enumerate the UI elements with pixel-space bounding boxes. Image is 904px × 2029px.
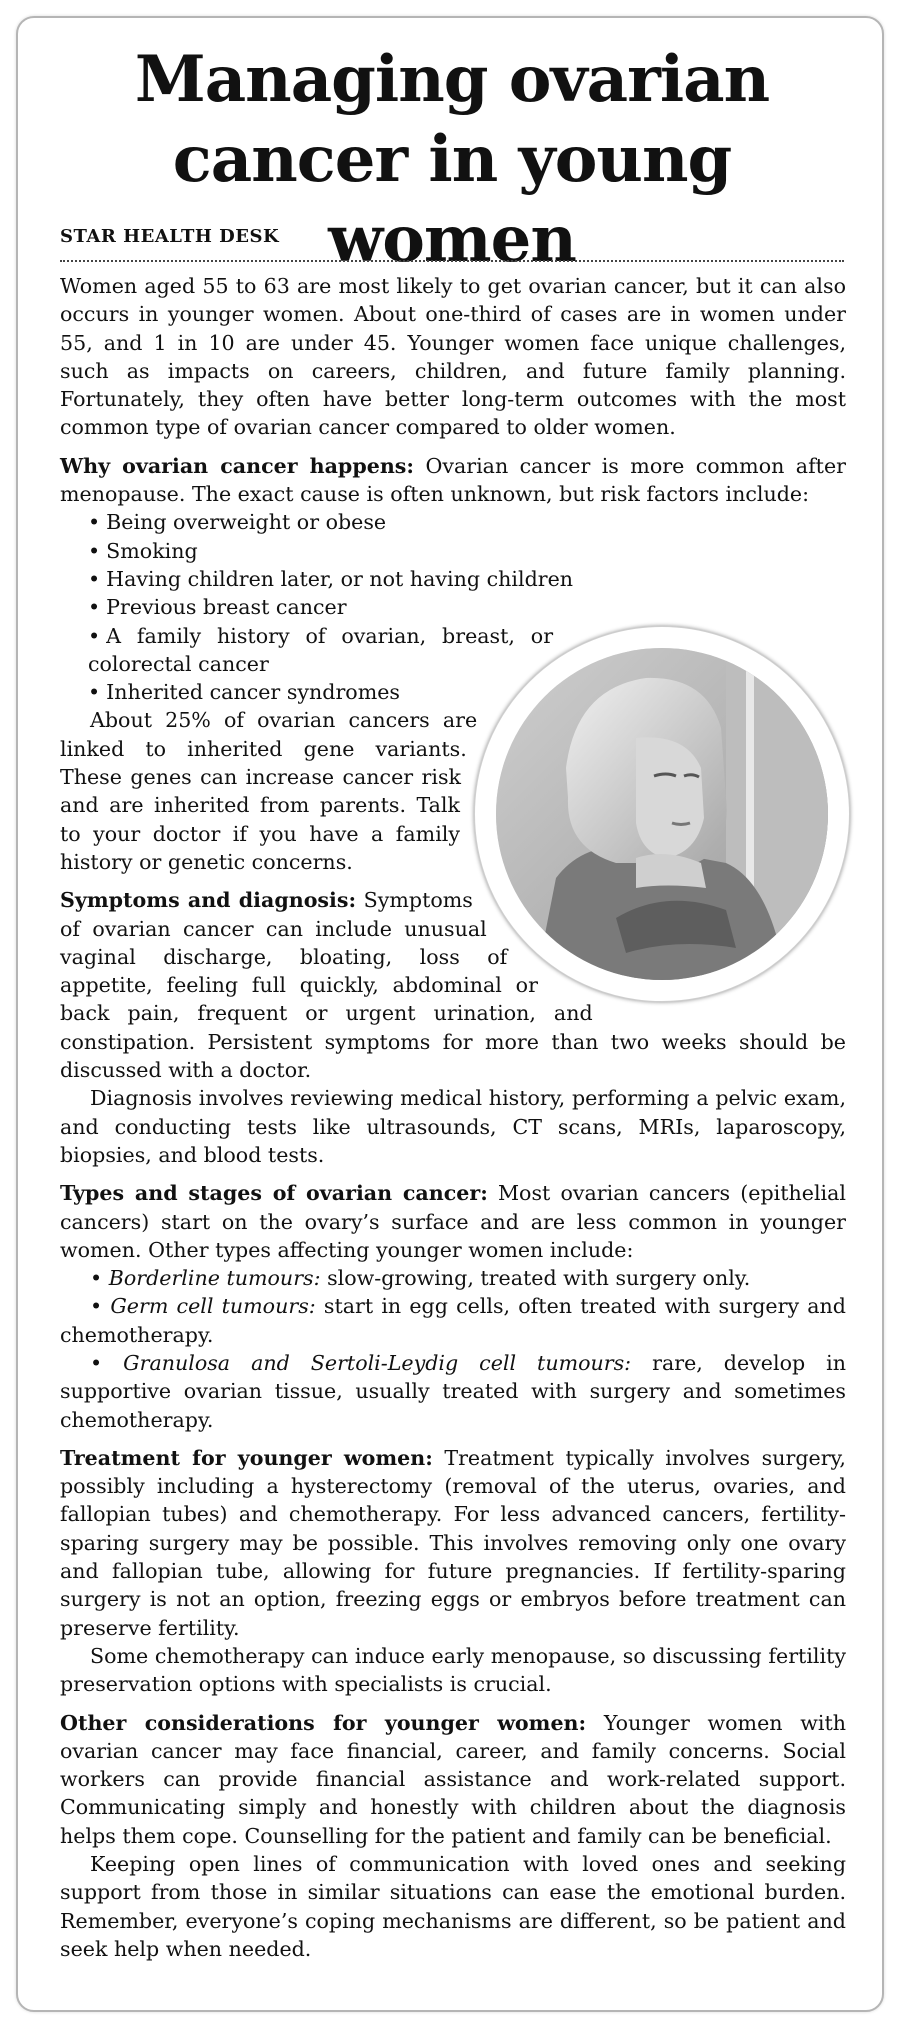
bullet-icon: •: [88, 538, 101, 563]
closing-paragraph: Keeping open lines of communication with loved ones and seeking support from those in similar situations can ease the emotional burden. Remember, everyone’s coping mechanisms are different, so be patient and seek help when needed.: [60, 1852, 846, 1961]
other-paragraph: [60, 1709, 846, 1850]
list-item: • Borderline tumours: slow-growing, treated with surgery only.: [90, 1266, 751, 1291]
list-item: • Having children later, or not having children: [88, 566, 574, 591]
woman-photo: [496, 648, 828, 980]
types-text: Most ovarian cancers (epithelial cancers) start on the ovary’s surface and are less common in younger women. Other types affecting younger women include:: [60, 1181, 846, 1262]
menopause-paragraph: Some chemotherapy can induce early menopause, so discussing fertility preservation options with specialists is crucial.: [60, 1643, 846, 1697]
bullet-icon: •: [88, 510, 101, 535]
bullet-icon: •: [88, 566, 101, 591]
list-item: • Granulosa and Sertoli-Leydig cell tumours: rare, develop in supportive ovarian tissue, usually treated with surgery and sometimes chemotherapy.: [60, 1350, 846, 1432]
byline-divider: [60, 260, 844, 262]
bullet-icon: •: [88, 680, 101, 705]
types-heading: Types and stages of ovarian cancer:: [60, 1181, 488, 1206]
headline: Managing ovarian cancer in young women: [134, 42, 770, 277]
list-item: • Being overweight or obese: [88, 510, 387, 535]
photo-circle: [474, 626, 850, 1002]
tumour-types-list: [60, 1264, 846, 1434]
list-item: • Germ cell tumours: start in egg cells, often treated with surgery and chemotherapy.: [60, 1294, 846, 1347]
list-item: • Smoking: [88, 538, 198, 563]
types-paragraph: [60, 1179, 846, 1264]
bullet-icon: •: [88, 623, 101, 648]
other-text: Younger women with ovarian cancer may face financial, career, and family concerns. Social workers can provide financial assistance and work-related support. Communicating simply and honestly with children about the diagnosis helps them cope. Counselling for the patient and family can be beneficial.: [60, 1710, 847, 1848]
bullet-icon: •: [90, 1294, 103, 1319]
genes-paragraph: About 25% of ovarian cancers are linked to inherited gene variants. These genes can increase cancer risk and are inherited from parents. Talk to your doctor if you have a family history or genetic concerns.: [60, 708, 478, 874]
why-paragraph: [60, 452, 846, 509]
other-heading: Other considerations for younger women:: [60, 1710, 587, 1735]
treatment-text: Treatment typically involves surgery, possibly including a hysterectomy (removal of the uterus, ovaries, and fallopian tubes) and chemotherapy. For less advanced cancers, fertility-sparing surgery may be possible. This involves removing only one ovary and fallopian tube, allowing for future pregnancies. If fertility-sparing surgery is not an option, freezing eggs or embryos before treatment can preserve fertility.: [60, 1445, 846, 1640]
treatment-paragraph: [60, 1444, 846, 1642]
risk-factor-list: [88, 508, 846, 621]
intro-paragraph: Women aged 55 to 63 are most likely to get ovarian cancer, but it can also occurs in younger women. About one-third of cases are in women under 55, and 1 in 10 are under 45. Younger women face unique challenges, such as impacts on careers, children, and future family planning. Fortunately, they often have better long-term outcomes with the most common type of ovarian cancer compared to older women.: [60, 274, 846, 440]
symptoms-heading: Symptoms and diagnosis:: [60, 888, 357, 913]
byline: STAR HEALTH DESK: [60, 226, 280, 247]
diagnosis-paragraph: Diagnosis involves reviewing medical history, performing a pelvic exam, and conducting tests like ultrasounds, CT scans, MRIs, laparoscopy, biopsies, and blood tests.: [60, 1086, 846, 1167]
list-item: • Inherited cancer syndromes: [88, 680, 400, 705]
why-text: Ovarian cancer is more common after menopause. The exact cause is often unknown, but risk factors include:: [60, 453, 846, 507]
bullet-icon: •: [90, 1266, 103, 1291]
list-item: • A family history of ovarian, breast, or colorectal cancer: [88, 623, 554, 676]
bullet-icon: •: [88, 595, 101, 620]
symptoms-text: Symptoms of ovarian cancer can include unusual vaginal discharge, bloating, loss of appetite, feeling full quickly, abdominal or back pain, frequent or urgent urination, and constipation. Persistent symptoms for more than two weeks should be discussed with a doctor.: [60, 888, 846, 1083]
list-item: • Previous breast cancer: [88, 595, 347, 620]
why-heading: Why ovarian cancer happens:: [60, 453, 415, 478]
treatment-heading: Treatment for younger women:: [60, 1445, 433, 1470]
bullet-icon: •: [90, 1350, 103, 1375]
article-body: [60, 272, 846, 1973]
